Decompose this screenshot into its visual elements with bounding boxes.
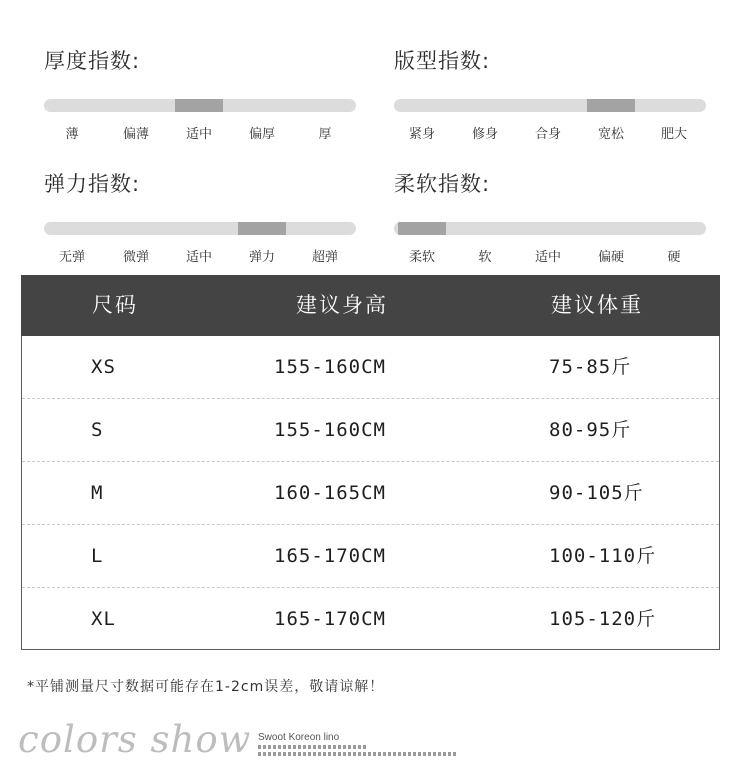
- scale-label: 硬: [667, 250, 681, 265]
- brand-tagline: Swoot Koreon lino: [258, 732, 340, 743]
- scale-label: 适中: [185, 127, 212, 142]
- size-table: [21, 275, 720, 650]
- header-height: 建议身高: [296, 293, 388, 317]
- fit-index: [394, 45, 706, 142]
- scale-label: 软: [478, 250, 492, 265]
- table-row: [22, 588, 719, 651]
- scale-label: 紧身: [408, 127, 435, 142]
- header-size: 尺码: [92, 293, 138, 317]
- table-row: [22, 462, 719, 525]
- thickness-index-title: 厚度指数:: [44, 49, 141, 73]
- scale-label: 微弹: [122, 250, 149, 265]
- cell-height: 155-160CM: [274, 419, 386, 441]
- table-row: [22, 336, 719, 399]
- softness-index-title: 柔软指数:: [394, 172, 491, 196]
- scale-label: 弹力: [248, 250, 275, 265]
- thickness-index-labels: [44, 123, 356, 141]
- elasticity-index: [44, 168, 356, 265]
- cell-weight: 90-105斤: [549, 482, 644, 504]
- cell-size: M: [91, 482, 104, 504]
- cell-size: L: [91, 545, 104, 567]
- scale-label: 薄: [65, 127, 79, 142]
- thickness-index-track: [44, 99, 356, 112]
- elasticity-index-labels: [44, 246, 356, 264]
- cell-height: 165-170CM: [274, 545, 386, 567]
- brand-decor-line: [258, 752, 456, 756]
- fit-index-title: 版型指数:: [394, 49, 491, 73]
- scale-label: 适中: [534, 250, 561, 265]
- elasticity-index-fill: [238, 222, 286, 235]
- cell-size: S: [91, 419, 104, 441]
- table-row: [22, 525, 719, 588]
- cell-size: XS: [91, 356, 116, 378]
- softness-index-fill: [398, 222, 446, 235]
- fit-index-fill: [587, 99, 635, 112]
- cell-weight: 80-95斤: [549, 419, 632, 441]
- elasticity-index-track: [44, 222, 356, 235]
- softness-index-labels: [394, 246, 706, 264]
- table-row: [22, 399, 719, 462]
- brand-decor-line: [258, 745, 368, 749]
- scale-label: 适中: [185, 250, 212, 265]
- scale-label: 厚: [318, 127, 332, 142]
- cell-weight: 100-110斤: [549, 545, 657, 567]
- scale-label: 超弹: [311, 250, 338, 265]
- scale-label: 修身: [471, 127, 498, 142]
- cell-height: 165-170CM: [274, 608, 386, 630]
- fit-index-track: [394, 99, 706, 112]
- brand-logo: colors show: [18, 718, 252, 761]
- cell-height: 155-160CM: [274, 356, 386, 378]
- cell-weight: 105-120斤: [549, 608, 657, 630]
- cell-size: XL: [91, 608, 116, 630]
- softness-index: [394, 168, 706, 265]
- elasticity-index-title: 弹力指数:: [44, 172, 141, 196]
- measurement-note: *平铺测量尺寸数据可能存在1-2cm误差，敬请谅解！: [27, 679, 385, 695]
- table-header: [21, 275, 720, 336]
- thickness-index: [44, 45, 356, 142]
- softness-index-track: [394, 222, 706, 235]
- scale-label: 合身: [534, 127, 561, 142]
- scale-label: 肥大: [660, 127, 687, 142]
- fit-index-labels: [394, 123, 706, 141]
- scale-label: 偏薄: [122, 127, 149, 142]
- scale-label: 偏厚: [248, 127, 275, 142]
- scale-label: 偏硬: [597, 250, 624, 265]
- cell-weight: 75-85斤: [549, 356, 632, 378]
- thickness-index-fill: [175, 99, 223, 112]
- cell-height: 160-165CM: [274, 482, 386, 504]
- scale-label: 宽松: [597, 127, 624, 142]
- scale-label: 柔软: [408, 250, 435, 265]
- header-weight: 建议体重: [551, 293, 643, 317]
- scale-label: 无弹: [58, 250, 85, 265]
